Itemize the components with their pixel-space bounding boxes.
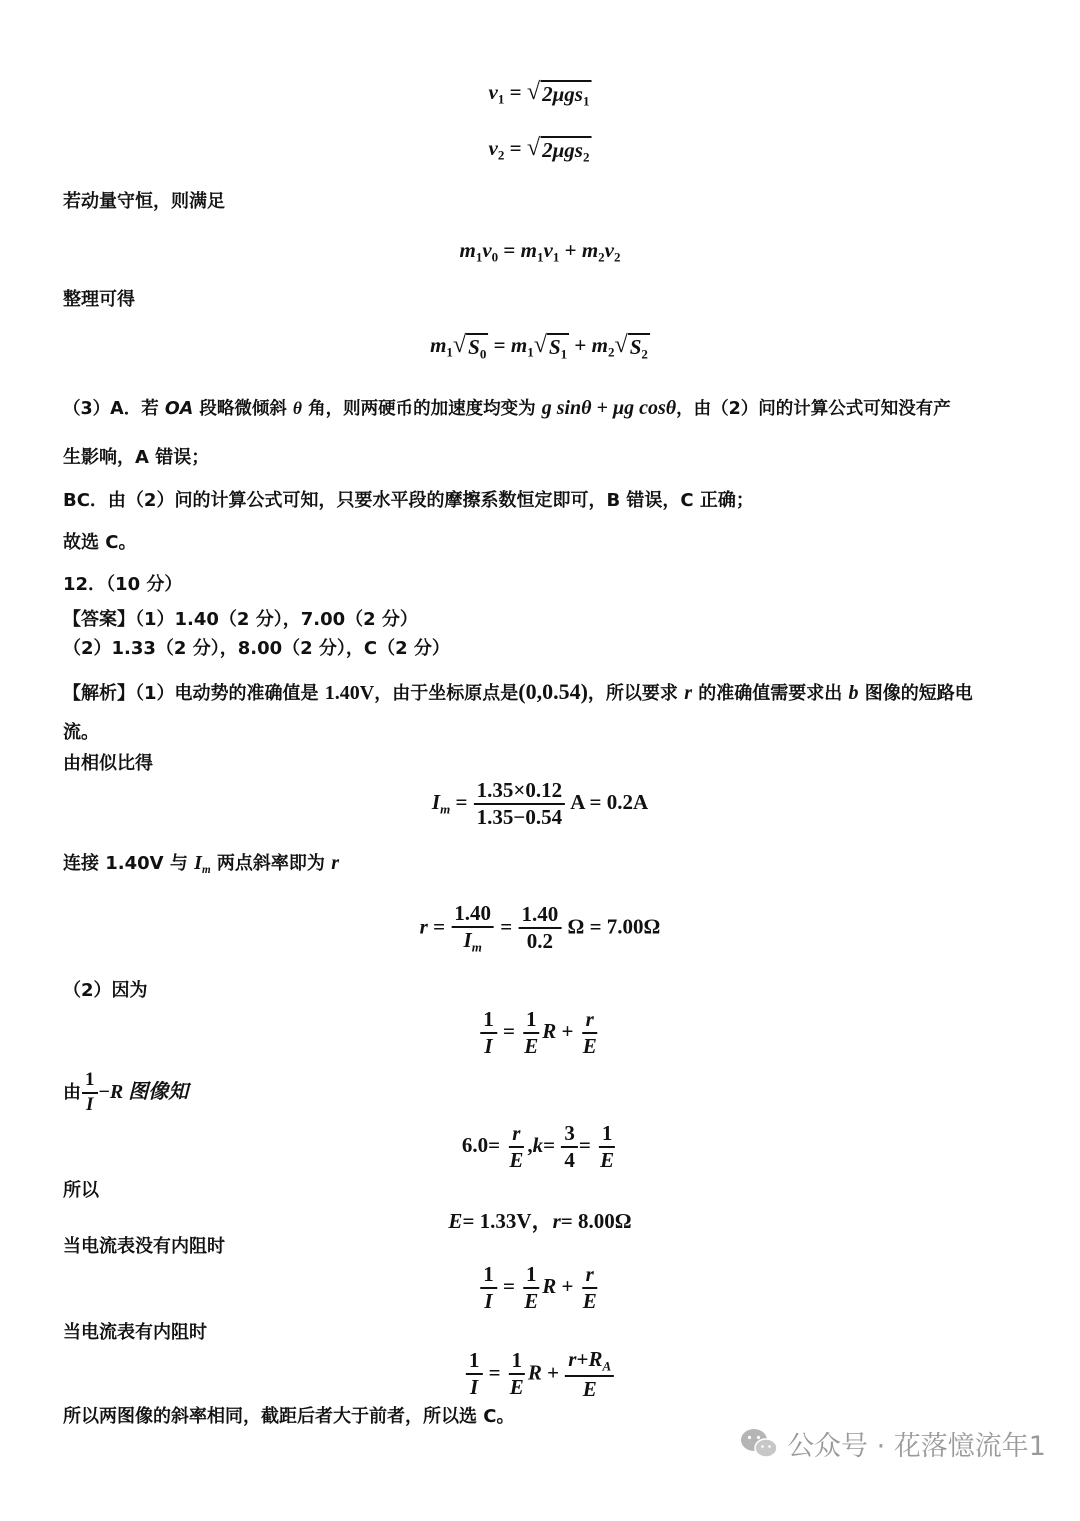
analysis-line-2: 流。 (63, 722, 99, 743)
equation-result: E= 1.33V，r= 8.00Ω (448, 1209, 632, 1233)
watermark (739, 1424, 1046, 1463)
question-12-title: 12．（10 分） (63, 574, 183, 595)
equation-slope: 6.0= $\frac{r}{E}$ ,k= $\frac{3}{4}$ = $\frac{1}{E}$ (461, 1121, 615, 1173)
equation-inverse-current: $\frac{1}{I}$ = $\frac{1}{E}$ R + $\frac{r}{E}$ (479, 1008, 600, 1058)
watermark-text: 公众号 · 花落憶流年1 (787, 1431, 1046, 1462)
equation-r: r = $\frac{1.40}{I_m}$ = $\frac{1.40}{0.2}$ Ω = 7.00Ω (419, 901, 661, 955)
equation-with-internal: $\frac{1}{I}$ = $\frac{1}{E}$ R + $\frac{r+R_A}{E}$ (465, 1348, 615, 1401)
equation-momentum: $m_1v_0 = m_1v_1 + m_2v_2$ (459, 238, 621, 265)
text-part2-because: （2）因为 (63, 980, 148, 1001)
equation-no-internal: $\frac{1}{I}$ = $\frac{1}{E}$ R + $\frac{r}{E}$ (479, 1263, 600, 1313)
text-similar-ratio: 由相似比得 (63, 753, 153, 774)
text-part3-line1: （3）A．若 OA 段略微倾斜 θ 角，则两硬币的加速度均变为 g sinθ + μg cosθ，由（2）问的计算公式可知没有产 (63, 397, 951, 419)
wechat-icon (739, 1427, 779, 1461)
text-bc: BC．由（2）问的计算公式可知，只要水平段的摩擦系数恒定即可，B 错误，C 正确； (63, 490, 754, 511)
equation-im: $I_m$ = $\frac{1.35\times 0.12}{1.35-0.54}$ A = 0.2A (431, 778, 649, 830)
analysis-label: 【解析】 (63, 683, 135, 704)
text-part3-line2: 生影响，A 错误； (63, 447, 210, 468)
equation-sqrt-s: $m_1$ √ $S_0$ = $m_1$ √ $S_1$ + $m_2$ √ $S_2$ (430, 331, 648, 362)
answer-line-2: （2）1.33（2 分），8.00（2 分），C（2 分） (63, 638, 450, 659)
answer-label: 【答案】 (63, 609, 135, 630)
text-no-internal-resistance: 当电流表没有内阻时 (63, 1236, 225, 1257)
text-choose-c: 故选 C。 (63, 532, 137, 553)
text-arrange: 整理可得 (63, 289, 135, 310)
equation-v2: $v_2$ = √ 2μgs$_2$ (488, 134, 590, 165)
equation-v1: $v_1$ = √ 2μgs$_1$ (488, 78, 590, 109)
text-with-internal-resistance: 当电流表有内阻时 (63, 1322, 207, 1343)
text-connect: 连接 1.40V 与 $I_m$ 两点斜率即为 r (63, 852, 339, 876)
text-so: 所以 (63, 1180, 99, 1201)
text-momentum-conserved: 若动量守恒，则满足 (63, 191, 225, 212)
text-from-graph: 由 $\frac{1}{I}$ −R 图像知 (63, 1069, 189, 1115)
answer-line-1: 【答案】（1）1.40（2 分），7.00（2 分） (63, 609, 418, 630)
analysis-line-1: 【解析】（1）电动势的准确值是 1.40V，由于坐标原点是(0,0.54)，所以要求 r 的准确值需要求出 b 图像的短路电 (63, 679, 973, 704)
text-conclusion: 所以两图像的斜率相同，截距后者大于前者，所以选 C。 (63, 1406, 515, 1427)
